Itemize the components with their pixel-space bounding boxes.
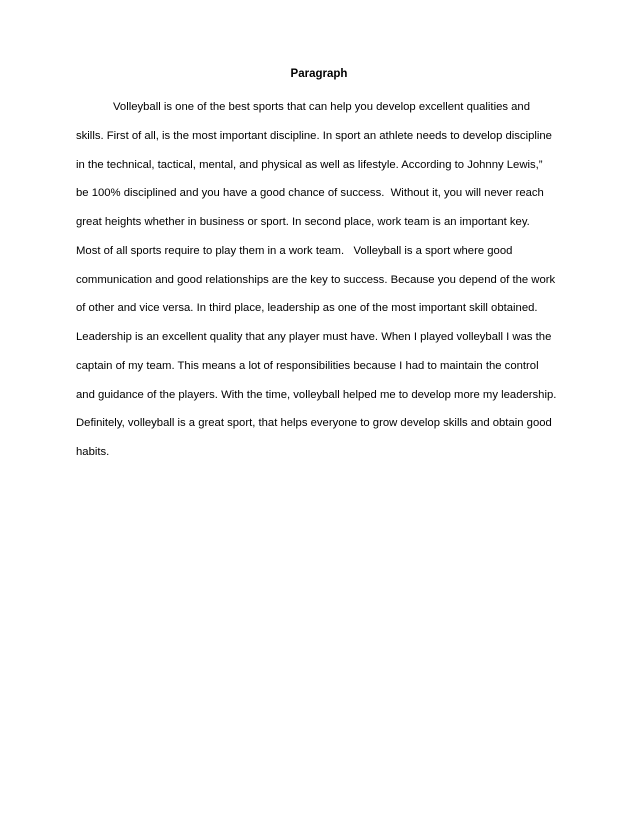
paragraph-line: Leadership is an excellent quality that any player must have. When I played volleyball I was the: [76, 331, 552, 343]
paragraph-line: habits.: [76, 446, 110, 458]
paragraph-line: in the technical, tactical, mental, and physical as well as lifestyle. According to Johnny Lewis,”: [76, 158, 543, 171]
paragraph-line: Definitely, volleyball is a great sport, that helps everyone to grow develop skills and obtain good: [76, 417, 552, 430]
paragraph-line: skills. First of all, is the most important discipline. In sport an athlete needs to develop discipline: [76, 129, 552, 142]
paragraph-body: [76, 100, 576, 474]
paragraph-line: be 100% disciplined and you have a good chance of success. Without it, you will never reach: [76, 187, 544, 200]
paragraph-line: Most of all sports require to play them in a work team. Volleyball is a sport where good: [76, 244, 513, 257]
paragraph-line: of other and vice versa. In third place, leadership as one of the most important skill obtained.: [76, 302, 538, 315]
paragraph-line: communication and good relationships are the key to success. Because you depend of the work: [76, 273, 556, 286]
paragraph-line: great heights whether in business or sport. In second place, work team is an important key.: [76, 216, 530, 228]
paragraph-line: Volleyball is one of the best sports that can help you develop excellent qualities and: [113, 101, 531, 113]
page-title: Paragraph: [290, 68, 348, 80]
paragraph-line: captain of my team. This means a lot of responsibilities because I had to maintain the control: [76, 359, 539, 372]
paragraph-line: and guidance of the players. With the time, volleyball helped me to develop more my leadership.: [76, 388, 557, 401]
